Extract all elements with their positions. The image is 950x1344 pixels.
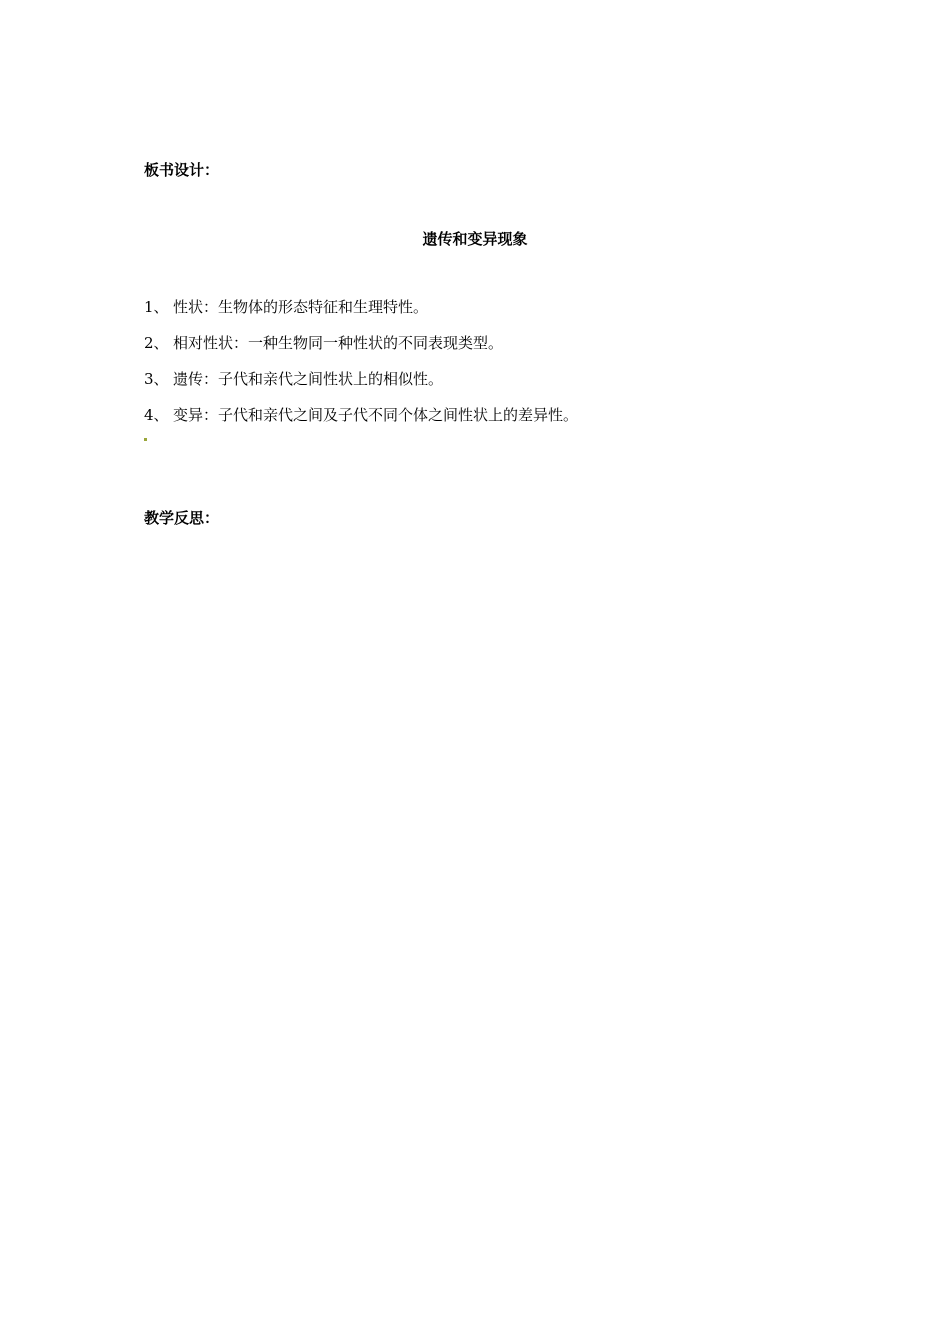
list-item: [144, 297, 578, 333]
list-item: [144, 405, 578, 441]
list-item: [144, 369, 578, 405]
teaching-reflection-heading: 教学反思：: [144, 509, 220, 527]
text-anchor-marker: [144, 438, 147, 441]
item-text: 性状：生物体的形态特征和生理特性。: [173, 298, 429, 316]
item-number: 3、: [144, 370, 169, 388]
board-notes-list: [144, 297, 578, 441]
item-text: 变异：子代和亲代之间及子代不同个体之间性状上的差异性。: [173, 406, 579, 424]
item-number: 4、: [144, 406, 169, 424]
item-text: 遗传：子代和亲代之间性状上的相似性。: [173, 370, 444, 388]
item-number: 2、: [144, 334, 169, 352]
board-design-heading: 板书设计：: [144, 161, 220, 179]
list-item: [144, 333, 578, 369]
item-text: 相对性状：一种生物同一种性状的不同表现类型。: [173, 334, 504, 352]
lesson-title: 遗传和变异现象: [422, 230, 528, 248]
item-number: 1、: [144, 298, 169, 316]
